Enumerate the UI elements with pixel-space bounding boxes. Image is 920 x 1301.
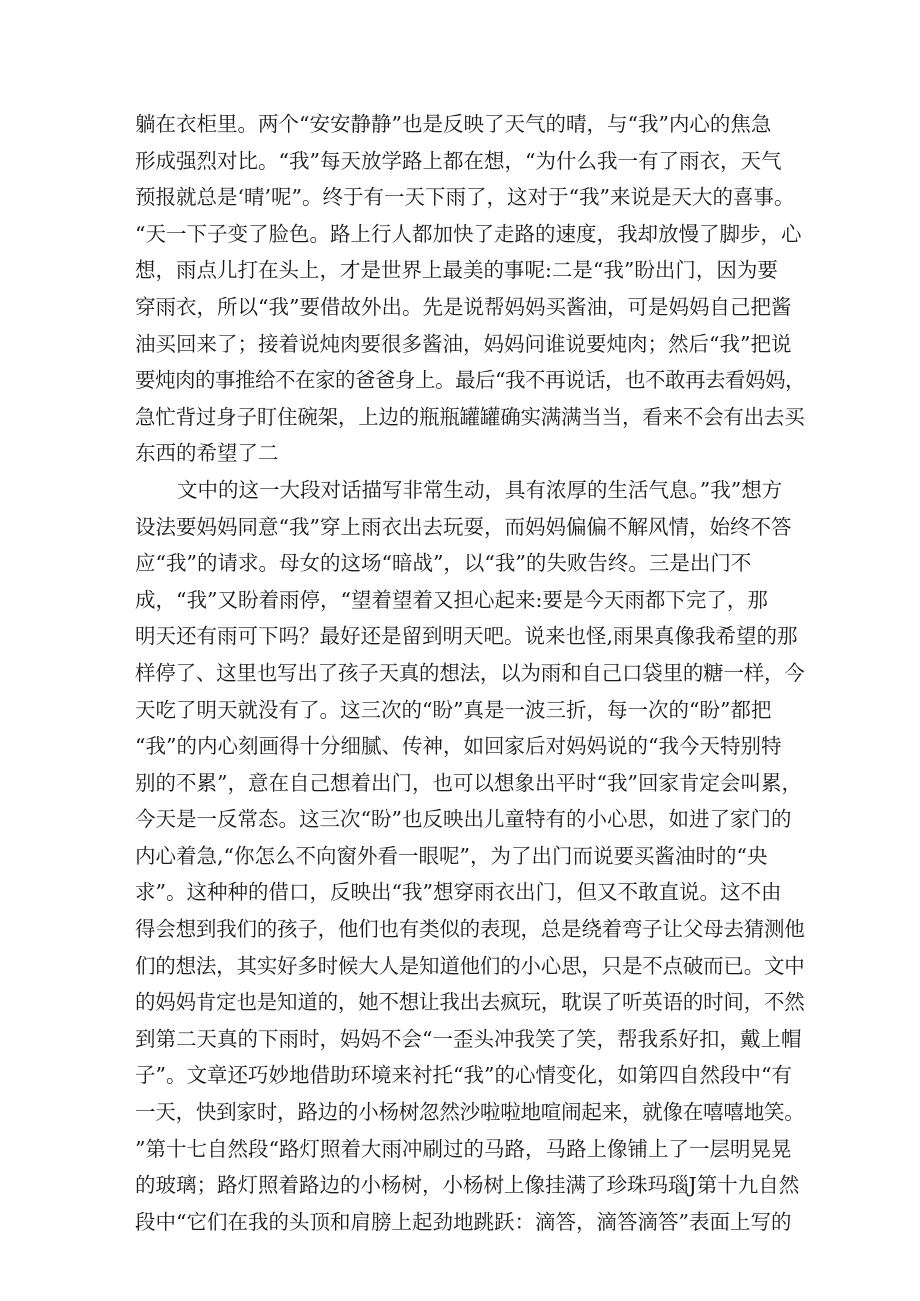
text-line: 天吃了明天就没有了。这三次的“盼”真是一波三折，每一次的“盼”都把 — [135, 697, 772, 722]
text-line: 求”。这种种的借口，反映出“我”想穿雨衣出门，但又不敢直说。这不由 — [135, 880, 782, 905]
body-text — [135, 106, 805, 1240]
text-line: 躺在衣柜里。两个“安安静静”也是反映了天气的晴，与“我”内心的焦急 — [135, 112, 772, 136]
text-line: ”第十七自然段“路灯照着大雨冲刷过的马路，马路上像铺上了一层明晃晃 — [135, 1136, 792, 1161]
text-line: 得会想到我们的孩子，他们也有类似的表现，总是绕着弯子让父母去猜测他 — [135, 917, 805, 942]
text-line: 内心着急,“你怎么不向窗外看一眼呢”，为了出门而说要买酱油时的“央 — [135, 843, 768, 868]
text-line: 别的不累”，意在自己想着出门，也可以想象出平时“我”回家肯定会叫累， — [135, 770, 802, 795]
text-line: “天一下子变了脸色。路上行人都加快了走路的速度，我却放慢了脚步，心 — [135, 221, 802, 246]
text-line: “我”的内心刻画得十分细腻、传神，如回家后对妈妈说的“我今天特别特 — [135, 734, 782, 759]
text-line: 形成强烈对比。“我”每天放学路上都在想，“为什么我一有了雨衣，天气 — [135, 148, 782, 173]
text-line: 预报就总是‘晴’呢”。终于有一天下雨了，这对于“我”来说是天大的喜事。 — [135, 185, 795, 210]
text-line: 子”。文章还巧妙地借助环境来衬托“我”的心情变化，如第四自然段中“有 — [135, 1063, 792, 1088]
text-line: 今天是一反常态。这三次“盼”也反映出儿童特有的小心思，如进了家门的 — [135, 807, 792, 832]
text-line: 一天，快到家时，路边的小杨树忽然沙啦啦地喧闹起来，就像在嘻嘻地笑。 — [135, 1100, 805, 1125]
text-line: 成，“我”又盼着雨停，“望着望着又担心起来:要是今天雨都下完了，那 — [135, 587, 768, 612]
text-line: 东西的希望了二 — [135, 441, 279, 466]
text-line: 应“我”的请求。母女的这场“暗战”，以“我”的失败告终。三是出门不 — [135, 551, 752, 576]
text-line-paragraph-start: 文中的这一大段对话描写非常生动，具有浓厚的生活气息。”我”想方 — [177, 477, 783, 502]
text-line: 想，雨点儿打在头上，才是世界上最美的事呢:二是“我”盼出门，因为要 — [135, 258, 778, 283]
text-line: 们的想法，其实好多时候大人是知道他们的小心思，只是不点破而已。文中 — [135, 953, 805, 978]
text-line: 明天还有雨可下吗？最好还是留到明天吧。说来也怪,雨果真像我希望的那 — [135, 624, 798, 649]
text-line: 的妈妈肯定也是知道的，她不想让我出去疯玩，耽误了听英语的时间，不然 — [135, 990, 805, 1015]
text-line: 的玻璃；路灯照着路边的小杨树，小杨树上像挂满了珍珠玛瑙J第十九自然 — [135, 1173, 800, 1198]
text-line: 设法要妈妈同意“我”穿上雨衣出去玩耍，而妈妈偏偏不解风情，始终不答 — [135, 514, 792, 539]
text-line: 到第二天真的下雨时，妈妈不会“一歪头冲我笑了笑，帮我系好扣，戴上帽 — [135, 1026, 802, 1051]
text-line: 穿雨衣，所以“我”要借故外出。先是说帮妈妈买酱油，可是妈妈自己把酱 — [135, 294, 792, 319]
text-line: 要炖肉的事推给不在家的爸爸身上。最后“我不再说话，也不敢再去看妈妈， — [135, 368, 805, 393]
text-line: 油买回来了；接着说炖肉要很多酱油，妈妈问谁说要炖肉；然后“我”把说 — [135, 331, 792, 356]
text-line: 急忙背过身子盯住碗架，上边的瓶瓶罐罐确实满满当当，看来不会有出去买 — [135, 404, 805, 429]
text-line: 段中“它们在我的头顶和肩膀上起劲地跳跃：滴答，滴答滴答”表面上写的 — [135, 1209, 792, 1234]
text-line: 样停了、这里也写出了孩子天真的想法，以为雨和自己口袋里的糖一样，今 — [135, 660, 805, 685]
